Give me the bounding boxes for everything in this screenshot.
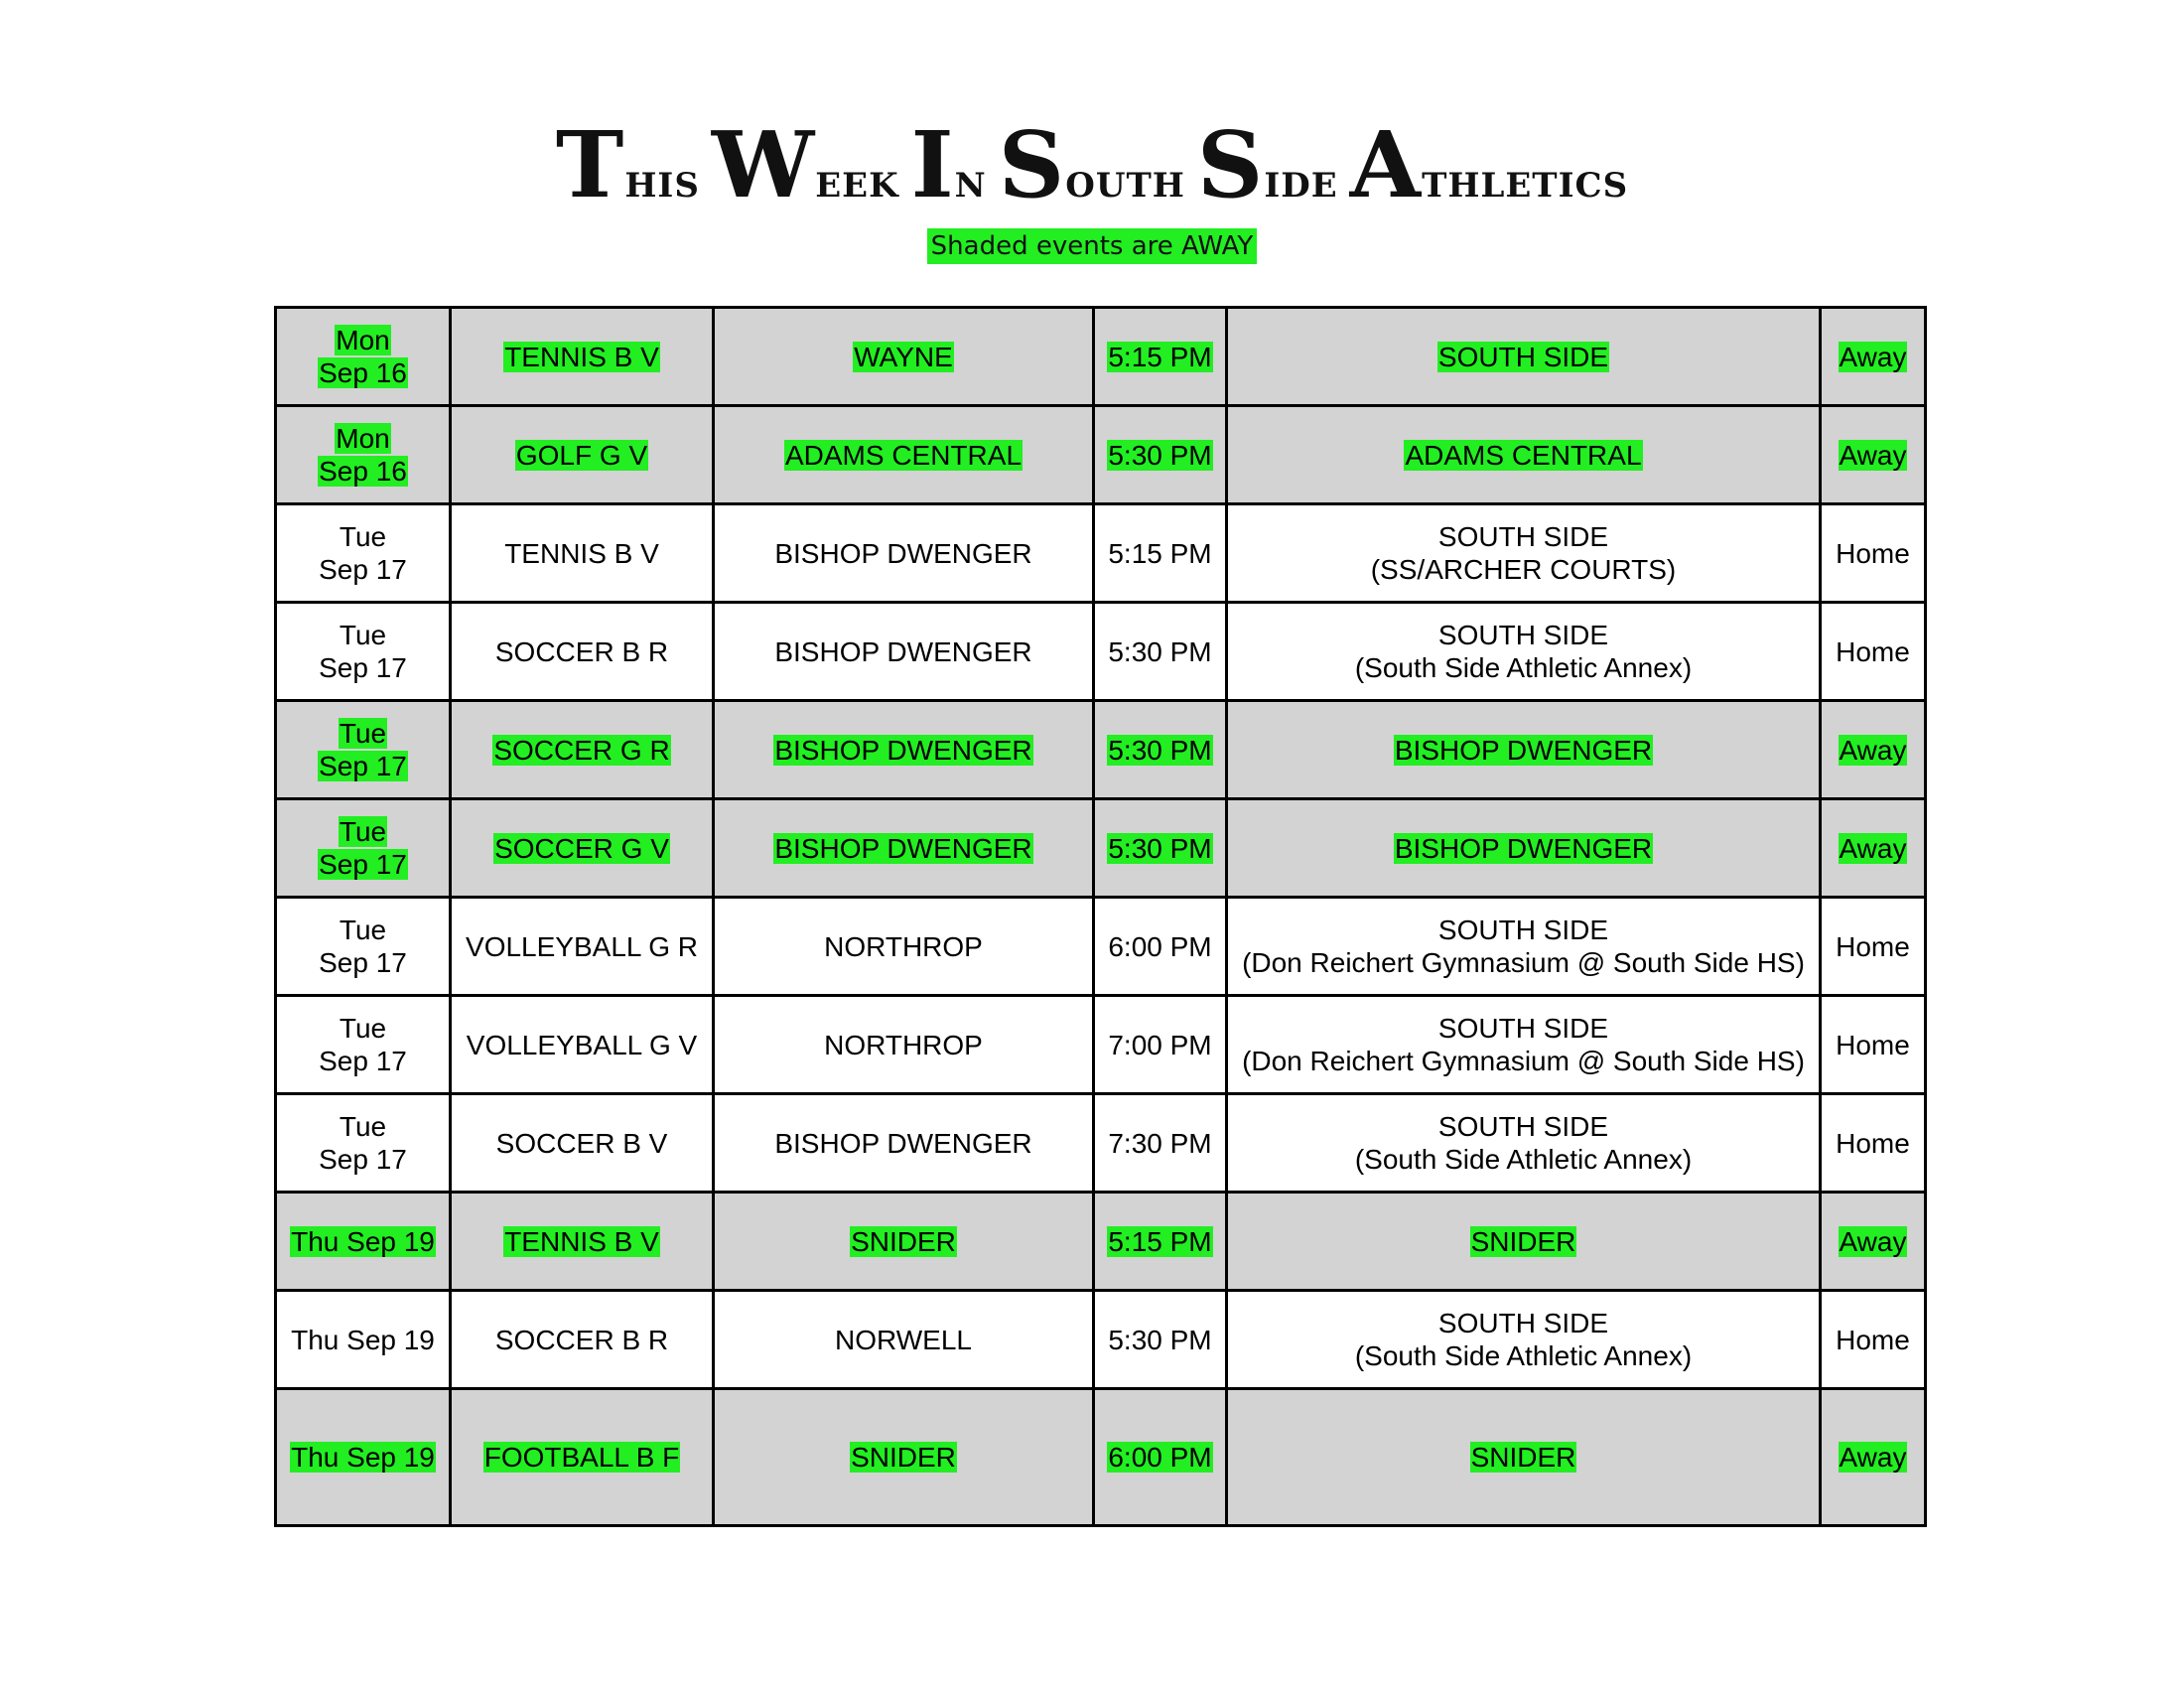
sport-text: VOLLEYBALL G V	[466, 1029, 698, 1060]
location-text: BISHOP DWENGER	[1394, 734, 1653, 766]
sport-cell	[451, 1291, 714, 1389]
time-text: 5:30 PM	[1108, 734, 1212, 766]
date-cell	[276, 504, 451, 603]
time-text: 6:00 PM	[1108, 930, 1212, 962]
date-text: Sep 17	[319, 849, 407, 880]
status-text: Away	[1839, 1225, 1907, 1257]
time-cell	[1094, 996, 1227, 1094]
location-text: SOUTH SIDE	[1437, 914, 1609, 945]
table-row	[276, 308, 1926, 406]
date-cell	[276, 1389, 451, 1526]
opponent-text: WAYNE	[854, 341, 953, 372]
sport-cell	[451, 898, 714, 996]
status-text: Away	[1839, 1442, 1907, 1473]
status-text: Away	[1839, 341, 1907, 372]
time-text: 5:30 PM	[1108, 1324, 1212, 1355]
sport-cell	[451, 1193, 714, 1291]
table-row	[276, 701, 1926, 799]
status-cell	[1821, 898, 1926, 996]
sport-cell	[451, 406, 714, 504]
status-cell	[1821, 1389, 1926, 1526]
sport-cell	[451, 799, 714, 898]
location-text: ADAMS CENTRAL	[1405, 439, 1642, 471]
time-text: 5:15 PM	[1108, 537, 1212, 569]
location-cell	[1227, 898, 1821, 996]
status-text: Home	[1836, 635, 1910, 667]
location-text: SOUTH SIDE	[1437, 521, 1609, 552]
sport-cell	[451, 308, 714, 406]
opponent-cell	[714, 1193, 1094, 1291]
time-cell	[1094, 603, 1227, 701]
time-cell	[1094, 1193, 1227, 1291]
date-text: Tue	[339, 1111, 387, 1142]
opponent-text: BISHOP DWENGER	[774, 734, 1032, 766]
sport-cell	[451, 603, 714, 701]
date-cell	[276, 1193, 451, 1291]
time-text: 5:30 PM	[1108, 635, 1212, 667]
opponent-cell	[714, 308, 1094, 406]
page-title	[0, 111, 2184, 218]
date-cell	[276, 603, 451, 701]
title-word: IN	[910, 111, 987, 218]
away-legend	[0, 231, 2184, 261]
opponent-cell	[714, 1094, 1094, 1193]
time-text: 6:00 PM	[1108, 1442, 1212, 1473]
time-cell	[1094, 1094, 1227, 1193]
date-text: Thu Sep 19	[291, 1225, 435, 1257]
sport-text: SOCCER G V	[494, 832, 669, 864]
sport-cell	[451, 1094, 714, 1193]
opponent-text: BISHOP DWENGER	[774, 1127, 1032, 1159]
date-text: Mon	[336, 423, 390, 454]
location-text: (SS/ARCHER COURTS)	[1370, 554, 1677, 585]
location-text: SOUTH SIDE	[1437, 620, 1609, 650]
status-cell	[1821, 799, 1926, 898]
status-text: Home	[1836, 1127, 1910, 1159]
date-text: Sep 16	[319, 357, 407, 388]
table-row	[276, 603, 1926, 701]
opponent-cell	[714, 701, 1094, 799]
location-cell	[1227, 799, 1821, 898]
opponent-cell	[714, 799, 1094, 898]
date-text: Sep 17	[319, 652, 407, 683]
location-text: (South Side Athletic Annex)	[1354, 652, 1693, 683]
date-text: Sep 17	[319, 554, 407, 585]
sport-cell	[451, 1389, 714, 1526]
opponent-text: BISHOP DWENGER	[774, 832, 1032, 864]
location-text: SNIDER	[1470, 1225, 1576, 1257]
date-cell	[276, 799, 451, 898]
location-cell	[1227, 406, 1821, 504]
location-cell	[1227, 1094, 1821, 1193]
location-cell	[1227, 1389, 1821, 1526]
table-row	[276, 1094, 1926, 1193]
sport-text: TENNIS B V	[504, 537, 659, 569]
opponent-text: BISHOP DWENGER	[774, 635, 1032, 667]
opponent-text: ADAMS CENTRAL	[784, 439, 1023, 471]
opponent-text: NORWELL	[835, 1324, 972, 1355]
time-text: 5:30 PM	[1108, 832, 1212, 864]
location-cell	[1227, 603, 1821, 701]
date-text: Tue	[339, 718, 387, 749]
time-cell	[1094, 898, 1227, 996]
status-text: Away	[1839, 832, 1907, 864]
status-cell	[1821, 701, 1926, 799]
date-text: Tue	[339, 1013, 387, 1044]
table-row	[276, 1389, 1926, 1526]
time-cell	[1094, 406, 1227, 504]
location-text: SOUTH SIDE	[1437, 1013, 1609, 1044]
opponent-cell	[714, 898, 1094, 996]
status-cell	[1821, 996, 1926, 1094]
location-text: SNIDER	[1470, 1442, 1576, 1473]
date-text: Thu Sep 19	[291, 1442, 435, 1473]
sport-text: SOCCER G R	[493, 734, 670, 766]
sport-cell	[451, 996, 714, 1094]
opponent-text: NORTHROP	[824, 1029, 983, 1060]
opponent-cell	[714, 996, 1094, 1094]
opponent-text: NORTHROP	[824, 930, 983, 962]
date-cell	[276, 701, 451, 799]
date-text: Sep 17	[319, 1144, 407, 1175]
opponent-cell	[714, 1389, 1094, 1526]
status-text: Home	[1836, 1029, 1910, 1060]
table-row	[276, 406, 1926, 504]
location-text: SOUTH SIDE	[1437, 341, 1609, 372]
time-text: 7:00 PM	[1108, 1029, 1212, 1060]
location-text: SOUTH SIDE	[1437, 1111, 1609, 1142]
time-text: 7:30 PM	[1108, 1127, 1212, 1159]
location-text: (South Side Athletic Annex)	[1354, 1144, 1693, 1175]
status-text: Away	[1839, 439, 1907, 471]
title-word: THIS	[555, 111, 700, 218]
table-row	[276, 898, 1926, 996]
location-cell	[1227, 308, 1821, 406]
location-cell	[1227, 1193, 1821, 1291]
status-text: Home	[1836, 1324, 1910, 1355]
opponent-text: BISHOP DWENGER	[774, 537, 1032, 569]
opponent-cell	[714, 603, 1094, 701]
schedule-table	[274, 306, 1927, 1527]
location-cell	[1227, 996, 1821, 1094]
date-text: Sep 17	[319, 947, 407, 978]
sport-cell	[451, 504, 714, 603]
opponent-cell	[714, 504, 1094, 603]
sport-text: SOCCER B R	[494, 1324, 669, 1355]
date-text: Tue	[339, 521, 387, 552]
date-text: Sep 16	[319, 456, 407, 487]
title-word: SOUTH	[998, 111, 1185, 218]
date-text: Tue	[339, 620, 387, 650]
title-word: SIDE	[1196, 111, 1338, 218]
sport-text: SOCCER B R	[494, 635, 669, 667]
sport-text: TENNIS B V	[504, 1225, 659, 1257]
date-cell	[276, 898, 451, 996]
sport-text: FOOTBALL B F	[483, 1442, 680, 1473]
time-cell	[1094, 504, 1227, 603]
location-text: SOUTH SIDE	[1437, 1308, 1609, 1338]
time-text: 5:30 PM	[1108, 439, 1212, 471]
time-cell	[1094, 701, 1227, 799]
opponent-cell	[714, 406, 1094, 504]
date-cell	[276, 406, 451, 504]
status-cell	[1821, 1291, 1926, 1389]
location-cell	[1227, 701, 1821, 799]
location-text: (Don Reichert Gymnasium @ South Side HS)	[1242, 1046, 1805, 1076]
time-cell	[1094, 1389, 1227, 1526]
legend-text: Shaded events are AWAY	[927, 228, 1258, 264]
date-cell	[276, 308, 451, 406]
date-cell	[276, 996, 451, 1094]
location-text: (South Side Athletic Annex)	[1354, 1340, 1693, 1371]
sport-cell	[451, 701, 714, 799]
date-text: Tue	[339, 914, 387, 945]
table-row	[276, 996, 1926, 1094]
status-text: Away	[1839, 734, 1907, 766]
location-cell	[1227, 1291, 1821, 1389]
sport-text: SOCCER B V	[495, 1127, 668, 1159]
date-text: Sep 17	[319, 751, 407, 781]
time-text: 5:15 PM	[1108, 341, 1212, 372]
table-row	[276, 799, 1926, 898]
status-cell	[1821, 406, 1926, 504]
location-text: (Don Reichert Gymnasium @ South Side HS)	[1242, 947, 1805, 978]
date-text: Tue	[339, 816, 387, 847]
opponent-text: SNIDER	[851, 1442, 956, 1473]
sport-text: GOLF G V	[515, 439, 648, 471]
date-text: Mon	[336, 325, 390, 355]
date-cell	[276, 1291, 451, 1389]
sport-text: VOLLEYBALL G R	[466, 930, 698, 962]
time-cell	[1094, 799, 1227, 898]
status-cell	[1821, 603, 1926, 701]
opponent-cell	[714, 1291, 1094, 1389]
location-cell	[1227, 504, 1821, 603]
time-text: 5:15 PM	[1108, 1225, 1212, 1257]
table-row	[276, 1291, 1926, 1389]
time-cell	[1094, 1291, 1227, 1389]
status-cell	[1821, 1094, 1926, 1193]
location-text: BISHOP DWENGER	[1394, 832, 1653, 864]
status-cell	[1821, 1193, 1926, 1291]
status-text: Home	[1836, 537, 1910, 569]
table-row	[276, 504, 1926, 603]
date-cell	[276, 1094, 451, 1193]
title-word: ATHLETICS	[1349, 111, 1629, 218]
date-text: Sep 17	[319, 1046, 407, 1076]
date-text: Thu Sep 19	[291, 1324, 435, 1355]
table-row	[276, 1193, 1926, 1291]
sport-text: TENNIS B V	[504, 341, 659, 372]
title-word: WEEK	[711, 111, 899, 218]
opponent-text: SNIDER	[851, 1225, 956, 1257]
status-cell	[1821, 308, 1926, 406]
status-cell	[1821, 504, 1926, 603]
status-text: Home	[1836, 930, 1910, 962]
time-cell	[1094, 308, 1227, 406]
